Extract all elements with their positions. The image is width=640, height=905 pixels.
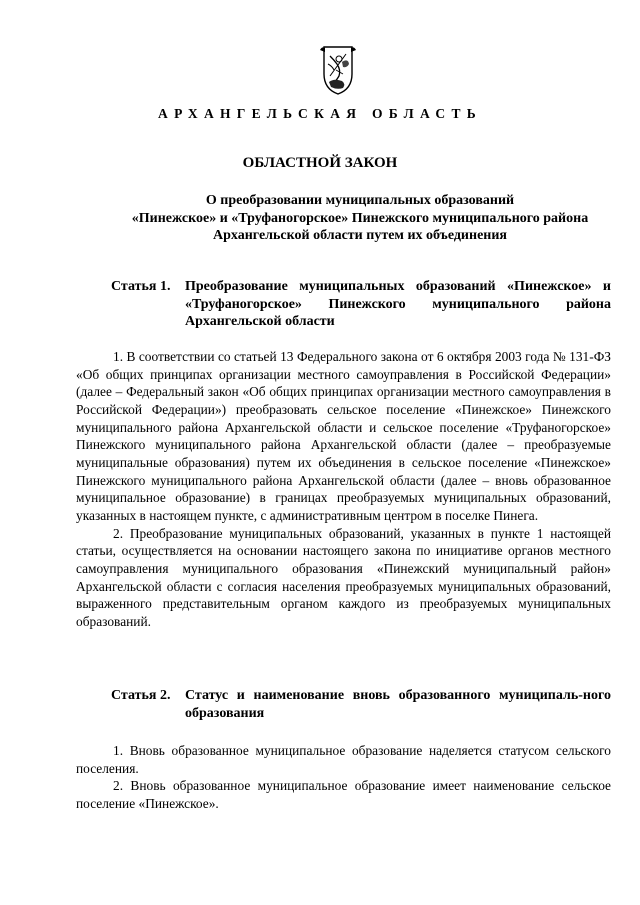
article-1-number: Статья 1. bbox=[111, 279, 171, 294]
article-2-body bbox=[76, 742, 611, 813]
article-1-paragraph-1: 1. В соответствии со статьей 13 Федерального закона от 6 октября 2003 года № 131-ФЗ «Об общих принципах организации местного самоуправления в Российской Федерации» (далее – Федеральный закон «Об общих принципах организации местного самоуправления в Российской Федерации») преобразовать сельское поселение «Пинежское» Пинежского муниципального района Архангельской области и сельское поселение «Труфаногорское» Пинежского муниципального района Архангельской области (далее – преобразуемые муниципальные образования) путем их объединения в сельское поселение «Пинежское» Пинежского муниципального района Архангельской области (далее – вновь образованное муниципальное образование) в границах преобразуемых муниципальных образований, указанных в настоящем пункте, с административным центром в поселке Пинега. bbox=[76, 349, 611, 523]
article-2-title: Статус и наименование вновь образованного муниципаль-ного образования bbox=[185, 688, 611, 721]
law-type-heading: ОБЛАСТНОЙ ЗАКОН bbox=[242, 155, 398, 171]
article-2-paragraph-1: 1. Вновь образованное муниципальное образование наделяется статусом сельского поселения. bbox=[76, 743, 611, 776]
region-title: АРХАНГЕЛЬСКАЯ ОБЛАСТЬ bbox=[158, 106, 482, 121]
article-1-heading bbox=[111, 278, 611, 332]
article-2-heading bbox=[111, 687, 611, 723]
article-2-paragraph-2: 2. Вновь образованное муниципальное образование имеет наименование сельское поселение «Пинежское». bbox=[76, 778, 611, 811]
archangel-coat-of-arms-icon bbox=[316, 44, 360, 96]
subject-line-2: «Пинежское» и «Труфаногорское» Пинежского муниципального района bbox=[131, 210, 589, 226]
subject-line-1: О преобразовании муниципальных образований bbox=[205, 193, 515, 208]
article-1-title: Преобразование муниципальных образований «Пинежское» и «Труфаногорское» Пинежского муниципального района Архангельской области bbox=[185, 279, 611, 329]
article-2-number: Статья 2. bbox=[111, 688, 171, 703]
article-1-body bbox=[76, 348, 611, 631]
subject-line-3: Архангельской области путем их объединения bbox=[213, 228, 507, 243]
law-subject-title bbox=[100, 192, 620, 245]
article-1-paragraph-2: 2. Преобразование муниципальных образований, указанных в пункте 1 настоящей статьи, осуществляется на основании настоящего закона по инициативе органов местного самоуправления муниципального образования «Пинежский муниципальный район» Архангельской области с согласия населения преобразуемых муниципальных образований, выраженного представительным органом каждого из преобразуемых муниципальных образований. bbox=[76, 525, 611, 629]
